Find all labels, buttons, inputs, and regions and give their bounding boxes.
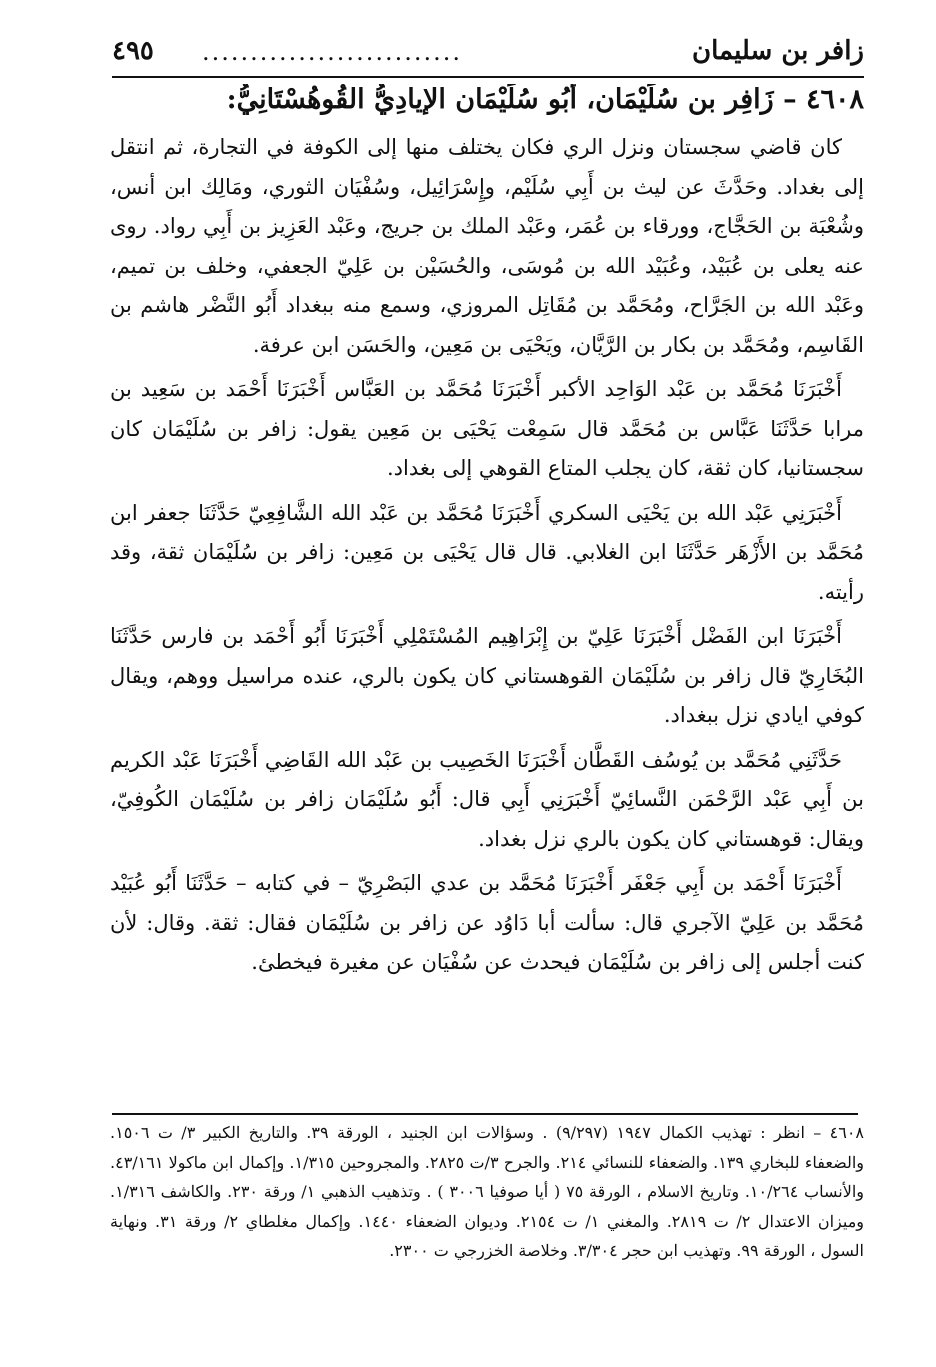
entry-body	[110, 128, 864, 988]
narration-paragraph: حَدَّثَنِي مُحَمَّد بن يُوسُف القَطَّان أَخْبَرَنَا الخَصِيب بن عَبْد الله القَاضِي أَخْبَرَنَا عَبْد الكريم بن أَبِي عَبْد الرَّحْمَن النَّسائِيّ أَخْبَرَنِي أَبِي قال: أَبُو سُلَيْمَان زافر بن سُلَيْمَان الكُوفِيّ، ويقال: قوهستاني كان يكون بالري نزل بغداد.	[110, 747, 864, 851]
narration-paragraph: أَخْبَرَنَا أَحْمَد بن أَبِي جَعْفَر أَخْبَرَنَا مُحَمَّد بن عدي البَصْرِيّ – في كتابه – حَدَّثَنَا أَبُو عُبَيْد مُحَمَّد بن عَلِيّ الآجري قال: سألت أبا دَاوُد عن زافر بن سُلَيْمَان فقال: ثقة. وقال: لأن كنت أجلس إلى زافر بن سُلَيْمَان فيحدث عن سُفْيَان عن مغيرة فيخطئ.	[110, 871, 864, 974]
footnote-divider	[112, 1113, 858, 1115]
entry-title: ٤٦٠٨ – زَافِر بن سُلَيْمَان، أَبُو سُلَيْمَان الإِيادِيُّ القُوهُسْتَانِيُّ:	[226, 84, 864, 115]
biography-paragraph: كان قاضي سجستان ونزل الري فكان يختلف منها إلى الكوفة في التجارة، ثم انتقل إلى بغداد. وحَدَّثَ عن ليث بن أَبِي سُلَيْم، وإِسْرَائِيل، وسُفْيَان الثوري، ومَالِك ابن أنس، وشُعْبَة بن الحَجَّاج، وورقاء بن عُمَر، وعَبْد الملك بن جريج، وعَبْد العَزِيز بن أَبِي رواد. روى عنه يعلى بن عُبَيْد، وعُبَيْد الله بن مُوسَى، والحُسَيْن بن عَلِيّ الجعفي، وخلف بن تميم، وعَبْد الله بن الجَرَّاح، ومُحَمَّد بن مُقَاتِل المروزي، وسمع منه ببغداد أَبُو النَّضْر هاشم بن القَاسِم، ومُحَمَّد بن بكار بن الرَّيَّان، ويَحْيَى بن مَعِين، والحَسَن ابن عرفة.	[110, 135, 864, 357]
footnote-text: ٤٦٠٨ – انظر : تهذيب الكمال ١٩٤٧ (٩/٢٩٧) . وسؤالات ابن الجنيد ، الورقة ٣٩. والتاريخ الكبير ٣/ ت ١٥٠٦. والضعفاء للبخاري ١٣٩. والضعفاء للنسائي ٢١٤. والجرح ٣/ت ٢٨٢٥. والمجروحين ١/٣١٥. وإكمال ابن ماكولا ٤٣/١٦١. والأنساب ١٠/٢٦٤. وتاريخ الاسلام ، الورقة ٧٥ ( أيا صوفيا ٣٠٠٦ ) . وتذهيب الذهبي ١/ ورقة ٢٣٠. والكاشف ١/٣١٦. وميزان الاعتدال ٢/ ت ٢٨١٩. والمغني ١/ ت ٢١٥٤. وديوان الضعفاء ١٤٤٠. وإكمال مغلطاي ٢/ ورقة ٣١. ونهاية السول ، الورقة ٩٩. وتهذيب ابن حجر ٣/٣٠٤. وخلاصة الخزرجي ت ٢٣٠٠.	[110, 1123, 865, 1260]
narration-paragraph: أَخْبَرَنِي عَبْد الله بن يَحْيَى السكري أَخْبَرَنَا مُحَمَّد بن عَبْد الله الشَّافِعِيّ حَدَّثَنَا جعفر ابن مُحَمَّد بن الأَزْهَر حَدَّثَنَا ابن الغلابي. قال قال يَحْيَى بن مَعِين: زافر بن سُلَيْمَان ثقة، وقد رأيته.	[110, 500, 864, 604]
running-header	[112, 36, 864, 78]
leader-dots: ...........................	[202, 38, 462, 66]
narration-paragraph: أَخْبَرَنَا مُحَمَّد بن عَبْد الوَاحِد الأكبر أَخْبَرَنَا مُحَمَّد بن العَبَّاس أَخْبَرَنَا أَحْمَد بن سَعِيد بن مرابا حَدَّثَنَا عَبَّاس بن مُحَمَّد قال سَمِعْت يَحْيَى بن مَعِين يقول: زافر بن سُلَيْمَان كان سجستانيا، كان ثقة، كان يجلب المتاع القوهي إلى بغداد.	[110, 377, 864, 480]
page-number: ٤٩٥	[112, 36, 154, 66]
narration-paragraph: أَخْبَرَنَا ابن الفَضْل أَخْبَرَنَا عَلِيّ بن إِبْرَاهِيم المُسْتَمْلِي أَخْبَرَنَا أَبُو أَحْمَد بن فارس حَدَّثَنَا البُخَارِيّ قال زافر بن سُلَيْمَان القوهستاني كان يكون بالري، عنده مراسيل ووهم، ويقال كوفي ايادي نزل ببغداد.	[110, 624, 864, 727]
footnotes	[110, 1118, 864, 1266]
running-title: زافر بن سليمان	[692, 36, 864, 66]
